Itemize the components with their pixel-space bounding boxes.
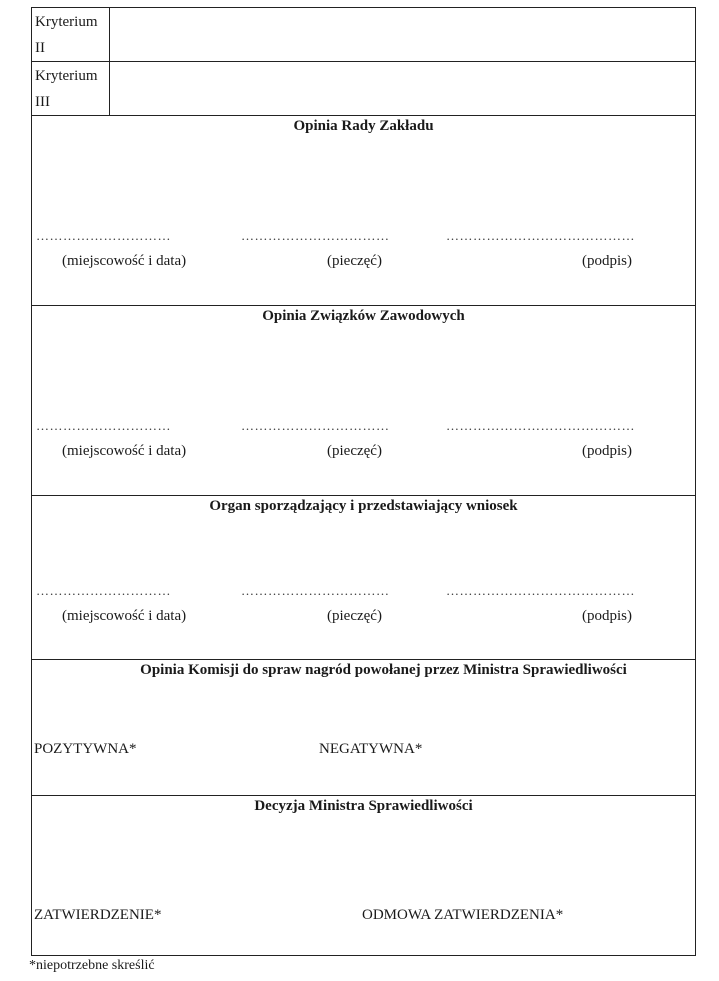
footnote: *niepotrzebne skreślić	[29, 958, 155, 973]
stamp-dots: ……………………………	[241, 583, 390, 598]
award-form	[31, 7, 696, 956]
criterion-row-2	[32, 8, 695, 62]
criterion-label: Kryterium II	[32, 8, 110, 61]
stamp-dots: ……………………………	[241, 228, 390, 243]
positive-option: POZYTYWNA*	[34, 741, 137, 757]
section-title: Opinia Związków Zawodowych	[262, 308, 465, 324]
section-minister-decision	[32, 796, 695, 956]
section-title: Decyzja Ministra Sprawiedliwości	[254, 798, 473, 814]
signature-dots: ……………………………………	[446, 418, 635, 433]
section-title: Organ sporządzający i przedstawiający wniosek	[209, 498, 518, 514]
signature-caption: (podpis)	[582, 253, 632, 269]
place-date-dots: …………………………	[36, 583, 171, 598]
stamp-caption: (pieczęć)	[327, 443, 382, 459]
section-commission-opinion	[32, 660, 695, 796]
section-works-council-opinion	[32, 116, 695, 306]
criterion-row-3	[32, 62, 695, 116]
signature-dots: ……………………………………	[446, 583, 635, 598]
place-date-dots: …………………………	[36, 418, 171, 433]
stamp-dots: ……………………………	[241, 418, 390, 433]
place-date-caption: (miejscowość i data)	[62, 253, 187, 269]
approval-option: ZATWIERDZENIE*	[34, 907, 162, 923]
section-title: Opinia Komisji do spraw nagród powołanej przez Ministra Sprawiedliwości	[140, 662, 627, 678]
stamp-caption: (pieczęć)	[327, 608, 382, 624]
section-trade-union-opinion	[32, 306, 695, 496]
signature-caption: (podpis)	[582, 443, 632, 459]
stamp-caption: (pieczęć)	[327, 253, 382, 269]
place-date-caption: (miejscowość i data)	[62, 443, 187, 459]
signature-dots: ……………………………………	[446, 228, 635, 243]
section-title: Opinia Rady Zakładu	[293, 118, 434, 134]
signature-caption: (podpis)	[582, 608, 632, 624]
section-applicant-body	[32, 496, 695, 660]
place-date-dots: …………………………	[36, 228, 171, 243]
criterion-label: Kryterium III	[32, 62, 110, 115]
place-date-caption: (miejscowość i data)	[62, 608, 187, 624]
negative-option: NEGATYWNA*	[319, 741, 423, 757]
refusal-option: ODMOWA ZATWIERDZENIA*	[362, 907, 564, 923]
